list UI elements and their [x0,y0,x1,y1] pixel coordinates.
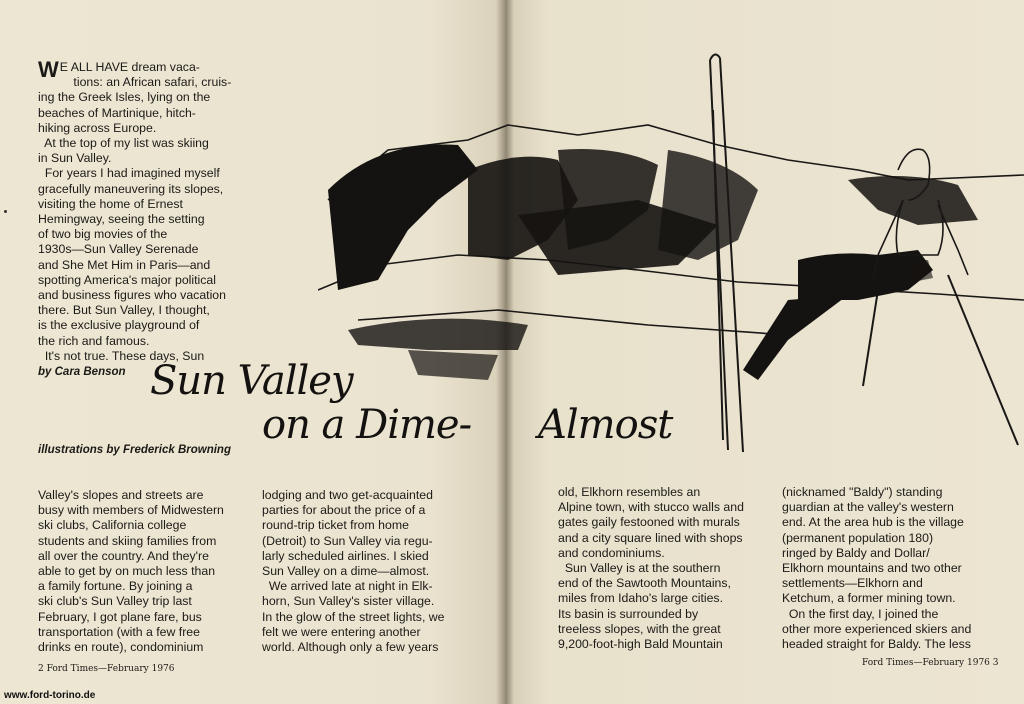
body-column-2: lodging and two get-acquainted parties for about the price of a round-trip ticket from home (Detroit) to Sun Valley via regu- larly scheduled airlines. I skied Sun Valley on a dime—almost. We arrived late at night in Elk- horn, Sun Valley's sister village. In the glow of the street lights, we felt we were entering another world. Although only a few years [262,488,445,655]
watermark: www.ford-torino.de [4,690,96,701]
folio-left: 2 Ford Times—February 1976 [38,664,175,674]
print-speck [4,210,7,213]
title-line-1: Sun Valley [150,358,353,404]
body-column-3: old, Elkhorn resembles an Alpine town, with stucco walls and gates gaily festooned with murals and a city square lined with shops and condominiums. Sun Valley is at the southern end of the Sawtooth Mountains, miles from Idaho's large cities. Its basin is surrounded by treeless slopes, with the great 9,200-foot-high Bald Mountain [558,485,744,652]
folio-right: Ford Times—February 1976 3 [862,658,999,668]
title-line-2: on a Dime- [262,402,472,448]
intro-text: E ALL HAVE dream vaca- tions: an African safari, cruis- ing the Greek Isles, lying on the beaches of Martinique, hitch- hiking across Europe. At the top of my list was skiing in Sun Valley. For years I had imagined myself gracefully maneuvering its slopes, visiting the home of Ernest Hemingway, seeing the setting of two big movies of the 1930s—Sun Valley Serenade and She Met Him in Paris—and spotting America's major political and business figures who vacation there. But Sun Valley, I thought, is the exclusive playground of the rich and famous. It's not true. These days, Sun [38,60,232,363]
intro-text-block [38,57,248,364]
title-line-3: Almost [538,402,673,448]
illustration-credit: illustrations by Frederick Browning [38,444,231,456]
drop-cap: W [38,57,59,82]
byline: by Cara Benson [38,366,126,378]
body-column-1: Valley's slopes and streets are busy with members of Midwestern ski clubs, California college students and skiing families from all over the country. And they're able to get by on much less than a family fortune. By joining a ski club's Sun Valley trip last February, I got plane fare, bus transportation (with a few free drinks en route), condominium [38,488,224,655]
body-column-4: (nicknamed "Baldy") standing guardian at the valley's western end. At the area hub is the village (permanent population 180) ringed by Baldy and Dollar/ Elkhorn mountains and two other settlements—Elkhorn and Ketchum, a former mining town. On the first day, I joined the other more experienced skiers and headed straight for Baldy. The less [782,485,972,652]
